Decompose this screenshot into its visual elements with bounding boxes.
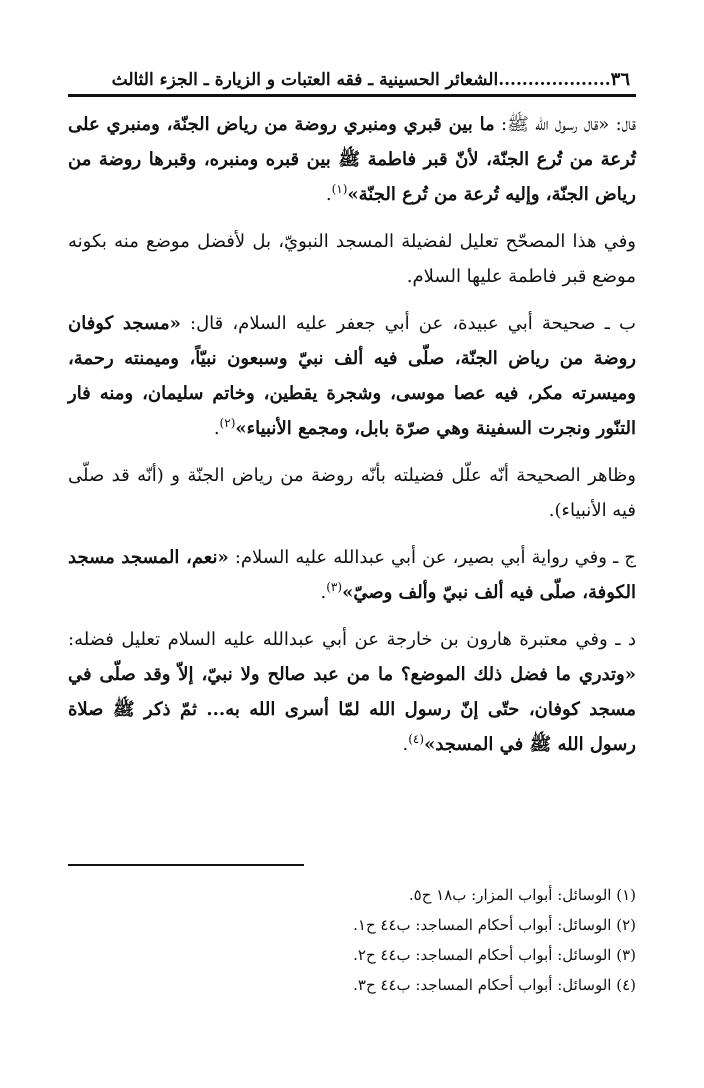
page-number: ٣٦ xyxy=(610,69,630,90)
p5-end: . xyxy=(320,582,327,603)
footnotes xyxy=(68,880,636,1000)
footnote-4: (٤) الوسائل: أبواب أحكام المساجد: ب٤٤ ح٣. xyxy=(353,976,636,994)
p3-text: ب ـ صحيحة أبي عبيدة، عن أبي جعفر عليه السلام، قال: xyxy=(180,313,636,334)
header-dots: ................... xyxy=(498,70,611,90)
paragraph-4 xyxy=(68,458,636,528)
header-rule xyxy=(68,94,636,97)
p6-quote: «وتدري ما فضل ذلك الموضع؟ ما من عبد صالح ولا نبيّ، إلاّ وقد صلّى في مسجد كوفان، حتّى إنّ رسول الله لمّا أسرى الله به... ثمّ ذكر ﷺ صلاة رسول الله ﷺ في المسجد» xyxy=(68,664,637,755)
footnote-1: (١) الوسائل: أبواب المزار: ب١٨ ح٥. xyxy=(408,886,636,904)
p3-footnote-ref: (٢) xyxy=(219,416,236,430)
p2-text: وفي هذا المصحّح تعليل لفضيلة المسجد النبويّ، بل لأفضل موضع منه بكونه موضع قبر فاطمة عليها السلام. xyxy=(68,231,636,287)
page-body xyxy=(68,107,636,762)
p5-text: ج ـ وفي رواية أبي بصير، عن أبي عبدالله عليه السلام: xyxy=(228,547,636,568)
page xyxy=(68,58,636,774)
footnote-3: (٣) الوسائل: أبواب أحكام المساجد: ب٤٤ ح٢. xyxy=(353,946,636,964)
paragraph-1 xyxy=(68,107,636,212)
p6-footnote-ref: (٤) xyxy=(408,732,425,746)
p6-text: د ـ وفي معتبرة هارون بن خارجة عن أبي عبدالله عليه السلام تعليل فضله: xyxy=(68,629,636,650)
p5-quote: «نعم، المسجد مسجد الكوفة، صلّى فيه ألف نبيّ وألف وصيّ» xyxy=(68,547,636,603)
paragraph-3 xyxy=(68,306,636,446)
p1-quote: ما بين قبري ومنبري روضة من رياض الجنّة، ومنبري على تُرعة من تُرع الجنّة، لأنّ قبر فاطمة ﷺ بين قبره ومنبره، وقبرها روضة من رياض الجنّة، وإليه تُرعة من تُرع الجنّة» xyxy=(68,114,636,205)
p5-footnote-ref: (٣) xyxy=(326,580,343,594)
paragraph-2 xyxy=(68,224,636,294)
p6-end: . xyxy=(402,734,409,755)
paragraph-6 xyxy=(68,622,636,762)
running-header xyxy=(68,58,636,90)
paragraph-5 xyxy=(68,540,636,610)
p1-text: قال: «قال رسول الله ﷺ: xyxy=(494,114,636,135)
p3-quote: «مسجد كوفان روضة من رياض الجنّة، صلّى فيه ألف نبيّ وسبعون نبيّاً، وميمنته رحمة، وميسرته مكر، فيه عصا موسى، وشجرة يقطين، وخاتم سليمان، ومنه فار التنّور ونجرت السفينة وهي صرّة بابل، ومجمع الأنبياء» xyxy=(68,313,636,439)
p1-footnote-ref: (١) xyxy=(331,182,348,196)
p1-end: . xyxy=(325,184,332,205)
p4-text: وظاهر الصحيحة أنّه علّل فضيلته بأنّه روضة من رياض الجنّة و (أنّه قد صلّى فيه الأنبياء). xyxy=(68,465,636,521)
footnote-separator xyxy=(68,864,304,866)
footnote-2: (٢) الوسائل: أبواب أحكام المساجد: ب٤٤ ح١. xyxy=(353,916,636,934)
header-title: الشعائر الحسينية ـ فقه العتبات و الزيارة ـ الجزء الثالث xyxy=(111,70,499,90)
p3-end: . xyxy=(213,418,220,439)
